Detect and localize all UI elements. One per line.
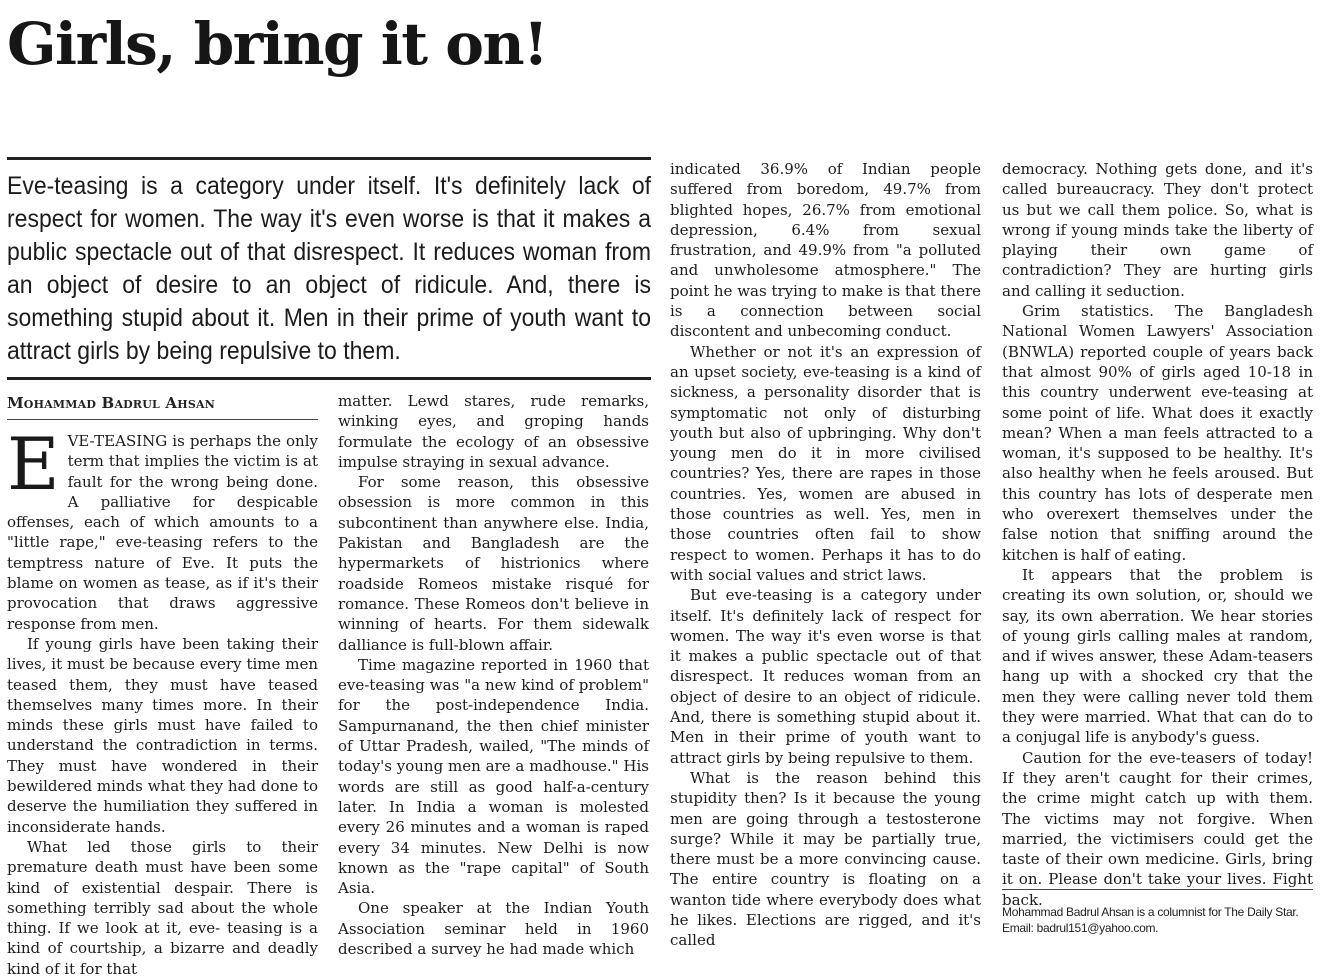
pullquote: Eve-teasing is a category under itself. It's definitely lack of respect for women. The way it's even worse is that it makes a public spectacle out of that disrespect. It reduces woman from an object of desire to an object of ridicule. And, there is something stupid about it. Men in their prime of youth want to attract girls by being repulsive to them. <box>7 172 651 365</box>
article-paragraph-12: Caution for the eve-teasers of today! If they aren't caught for their crimes, the crime might catch up with them. The victims may not forgive. When married, the victimisers could get the taste of their own medicine. Girls, bring it on. Please don't take your lives. Fight back. <box>1002 748 1313 909</box>
lead-caps: VE-TEASING <box>67 432 168 450</box>
article-column-2 <box>338 391 649 959</box>
article-paragraph-11: It appears that the problem is creating its own solution, or, should we say, its own aberration. We hear stories of young girls calling males at random, and if wives answer, these Adam-teasers hang up with a shocked cry that the men they were calling never told them they were married. What that can do to a conjugal life is anybody's guess. <box>1002 565 1313 747</box>
article-column-1 <box>7 422 318 978</box>
article-paragraph-8: But eve-teasing is a category under itself. It's definitely lack of respect for women. The way it's even worse is that it makes a public spectacle out of that disrespect. It reduces woman from an object of desire to an object of ridicule. And, there is something stupid about it. Men in their prime of youth want to attract girls by being repulsive to them. <box>670 586 981 767</box>
author-bio: Mohammad Badrul Ahsan is a columnist for The Daily Star. <box>1002 905 1299 919</box>
article-paragraph-1 <box>7 422 318 634</box>
article-paragraph-3: What led those girls to their premature death must have been some kind of existential despair. There is something terribly sad about the whole thing. If we look at it, eve- teasing is a kind of courtship, a bizarre and deadly kind of it for that <box>7 837 318 978</box>
drop-cap: E <box>7 422 60 506</box>
footer-rule <box>1002 889 1313 890</box>
article-column-4 <box>1002 159 1313 909</box>
author-email: Email: badrul151@yahoo.com. <box>1002 921 1159 935</box>
byline-rule <box>7 419 318 420</box>
article-paragraph-3-cont: matter. Lewd stares, rude remarks, winking eyes, and groping hands formulate the ecology of an obsessive impulse straying in sexual advance. <box>338 392 649 471</box>
byline: Mohammad Badrul Ahsan <box>7 394 215 412</box>
pullquote-top-rule <box>7 157 651 160</box>
article-column-3 <box>670 159 981 950</box>
paragraph-text: is perhaps the only term that implies the victim is at fault for the wrong being done. A palliative for despicable offenses, each of which amounts to a "little rape," eve-teasing refers to the temptress nature of Eve. It puts the blame on women as tease, as if it's their provocation that draws aggressive response from men. <box>7 432 318 633</box>
article-paragraph-4: For some reason, this obsessive obsession is more common in this subcontinent than anywhere else. India, Pakistan and Bangladesh are the hypermarkets of histrionics where roadside Romeos mistake risqué for romance. These Romeos don't believe in winning of hearts. For them sidewalk dalliance is full-blown affair. <box>338 473 649 654</box>
article-paragraph-6-cont: indicated 36.9% of Indian people suffered from boredom, 49.7% from blighted hopes, 26.7% from emotional depression, 6.4% from sexual frustration, and 49.9% from "a polluted and unwholesome atmosphere." The point he was trying to make is that there is a connection between social discontent and unbecoming conduct. <box>670 160 981 341</box>
article-paragraph-10: Grim statistics. The Bangladesh National Women Lawyers' Association (BNWLA) reported couple of years back that almost 90% of girls aged 10-18 in this country underwent eve-teasing at some point of life. What does it exactly mean? When a man feels attracted to a woman, it's supposed to be healthy. It's also healthy when he feels aroused. But this country has lots of desperate men who overexert themselves under the false notion that sniffing around the kitchen is half of eating. <box>1002 302 1313 564</box>
article-paragraph-6: One speaker at the Indian Youth Association seminar held in 1960 described a survey he had made which <box>338 899 649 959</box>
author-footnote <box>1002 904 1322 936</box>
article-paragraph-7: Whether or not it's an expression of an upset society, eve-teasing is a kind of sickness, a personality disorder that is symptomatic not only of disturbing youth but also of upbringing. Why don't young men do it in more civilised countries? Yes, there are rapes in those countries. Yes, women are abused in those countries as well. Yes, men in those countries often fail to show respect to women. Perhaps it has to do with social values and strict laws. <box>670 342 981 584</box>
article-paragraph-9-cont: democracy. Nothing gets done, and it's called bureaucracy. They don't protect us but we call them police. So, what is wrong if young minds take the liberty of playing their own game of contradiction? They are hurting girls and calling it seduction. <box>1002 160 1313 300</box>
article-paragraph-5: Time magazine reported in 1960 that eve-teasing was "a new kind of problem" for the post-independence India. Sampurnanand, the then chief minister of Uttar Pradesh, wailed, "The minds of today's young men are a madhouse." His words are still as good half-a-century later. In India a woman is molested every 26 minutes and a woman is raped every 34 minutes. New Delhi is now known as the "rape capital" of South Asia. <box>338 655 649 898</box>
headline: Girls, bring it on! <box>7 10 548 78</box>
article-paragraph-9: What is the reason behind this stupidity then? Is it because the young men are going through a testosterone surge? While it may be partially true, there must be a more convincing cause. The entire country is floating on a wanton tide where everybody does what he likes. Elections are rigged, and it's called <box>670 768 981 950</box>
article-paragraph-2: If young girls have been taking their lives, it must be because every time men teased them, they must have teased themselves many times more. In their minds these girls must have failed to understand the contradiction in terms. They must have wondered in their bewildered minds what they had done to deserve the humiliation they suffered in inconsiderate hands. <box>7 634 318 836</box>
pullquote-bottom-rule <box>7 377 651 380</box>
